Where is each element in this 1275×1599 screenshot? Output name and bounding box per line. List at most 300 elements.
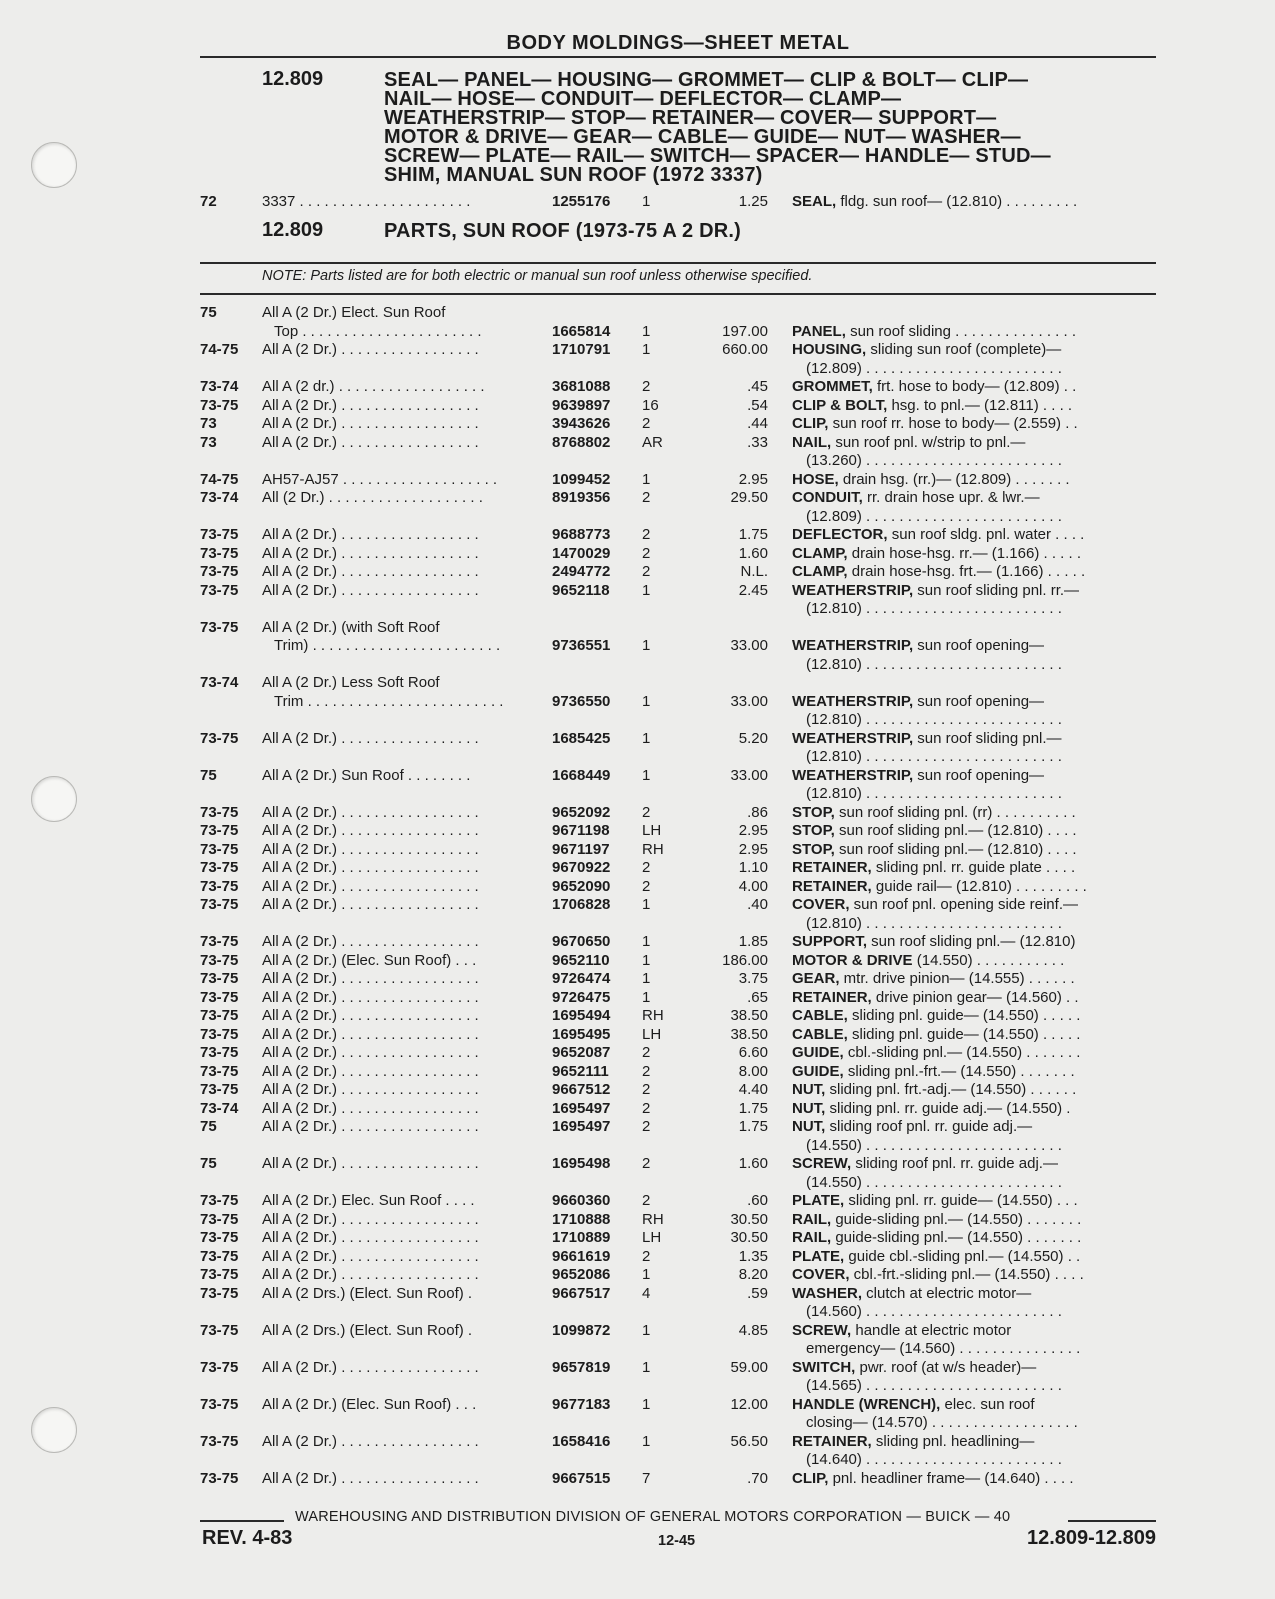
part-description: sun roof sliding pnl.— [913,729,1062,747]
part-name: COVER, [792,1266,850,1283]
part-number: 9688773 [552,526,611,543]
part-number: 9660360 [552,1192,611,1209]
description-cell [792,1211,1158,1230]
part-number: 1099872 [552,1321,611,1339]
description-cell [792,970,1158,989]
quantity: AR [642,433,663,451]
part-number: 9677183 [552,1395,611,1413]
part-name: SCREW, [792,1155,852,1172]
price: 33.00 [730,637,768,654]
part-description: sun roof opening— [913,637,1045,654]
model-line: All A (2 Dr.) (Elec. Sun Roof) . . . [262,1395,477,1413]
model-cell [262,1248,532,1267]
quantity: 1 [642,637,651,654]
part-description: sun roof sliding pnl. rr.— [913,581,1080,599]
description-line [792,563,1158,582]
model-year: 73-75 [200,840,239,858]
model-line: All A (2 Dr.) . . . . . . . . . . . . . . . . . [262,544,479,562]
description-cell [792,693,1158,730]
part-description: frt. hose to body— (12.809) . . [872,378,1077,395]
part-description: drain hose-hsg. frt.— (1.166) . . . . . [847,563,1086,580]
part-number: 9652110 [552,951,610,969]
binder-hole-bottom [31,1407,77,1453]
part-description: sliding sun roof (complete)— [866,341,1062,358]
description-line [792,1248,1158,1267]
model-line: All A (2 Dr.) . . . . . . . . . . . . . . . . . [262,970,479,987]
price: 2.95 [738,840,768,858]
part-description: fldg. sun roof— (12.810) . . . . . . . . . [836,193,1078,210]
part-number: 9652090 [552,877,611,895]
description-line [792,1007,1158,1026]
model-line: AH57-AJ57 . . . . . . . . . . . . . . . . . . . [262,470,498,488]
part-description: handle at electric motor [851,1321,1012,1339]
part-name: MOTOR & DRIVE [792,951,913,969]
model-cell [262,563,532,582]
model-line: All A (2 Dr.) . . . . . . . . . . . . . . . . . [262,1266,479,1283]
description-cell [792,1248,1158,1267]
price: .33 [747,433,768,451]
model-cell [262,582,532,601]
part-name: CABLE, [792,1025,848,1043]
description-cell [792,1470,1158,1489]
part-description: sliding pnl. frt.-adj.— (14.550) . . . . . . [825,1081,1077,1098]
model-line: All A (2 Dr.) . . . . . . . . . . . . . . . . . [262,1025,479,1043]
part-number: 9667517 [552,1284,611,1302]
description-cell [792,896,1158,933]
description-line: closing— (14.570) . . . . . . . . . . . . . . . . . . [806,1414,1078,1431]
part-description: sun roof opening— [913,692,1045,710]
description-cell [792,767,1158,804]
part-number: 1706828 [552,896,611,913]
model-year: 73-75 [200,563,239,580]
model-cell [262,674,532,711]
model-year: 73-75 [200,1395,239,1413]
description-cell [792,341,1158,378]
description-line [792,1211,1158,1230]
price: 6.60 [738,1044,768,1061]
part-description: guide cbl.-sliding pnl.— (14.550) . . [844,1247,1081,1265]
part-description: sun roof rr. hose to body— (2.559) . . [828,415,1078,432]
part-name: PLATE, [792,1192,845,1209]
parts-note: NOTE: Parts listed are for both electric or manual sun roof unless otherwise specified. [262,268,813,284]
quantity: 2 [642,1118,651,1135]
description-cell [792,804,1158,823]
description-line [792,1026,1158,1045]
part-name: WEATHERSTRIP, [792,581,914,599]
part-number: 9652118 [552,581,610,599]
part-description: clutch at electric motor— [862,1284,1032,1302]
model-cell [262,1211,532,1230]
part-number: 9667515 [552,1469,611,1487]
description-cell [792,933,1158,952]
description-line [792,637,1158,656]
part-number: 9736550 [552,692,611,710]
description-line [792,545,1158,564]
price: 1.25 [738,193,768,210]
model-year: 73-75 [200,1266,239,1283]
model-year: 73-75 [200,618,239,636]
price: 1.75 [738,1118,768,1135]
model-line: Trim . . . . . . . . . . . . . . . . . . . . . . . . [274,692,504,710]
footer-page-number: 12-45 [658,1533,696,1549]
description-line: (12.810) . . . . . . . . . . . . . . . . . . . . . . . . [806,600,1062,617]
price: .70 [747,1469,768,1487]
model-line: All (2 Dr.) . . . . . . . . . . . . . . . . . . . [262,489,483,506]
part-name: STOP, [792,803,835,821]
quantity: LH [642,1229,662,1246]
model-line: All A (2 Dr.) . . . . . . . . . . . . . . . . . [262,341,479,358]
part-name: HOUSING, [792,341,867,358]
part-number: 2494772 [552,563,611,580]
price: 4.00 [738,877,768,895]
part-number: 1665814 [552,322,611,340]
part-number: 1695495 [552,1025,611,1043]
description-line: (12.810) . . . . . . . . . . . . . . . . . . . . . . . . [806,748,1062,765]
description-cell [792,582,1158,619]
description-line [792,1229,1158,1248]
part-name: PANEL, [792,322,846,340]
part-number: 9652086 [552,1266,611,1283]
part-name: GUIDE, [792,1062,844,1080]
description-line [792,341,1158,360]
model-cell [262,545,532,564]
part-name: NUT, [792,1081,826,1098]
price: 29.50 [730,489,768,506]
model-year: 73-75 [200,933,239,950]
quantity: 1 [642,1358,651,1376]
quantity: 1 [642,1395,651,1413]
quantity: 1 [642,951,651,969]
price: 2.95 [738,470,768,488]
part-description: sun roof pnl. w/strip to pnl.— [831,433,1026,451]
model-year: 73-75 [200,988,239,1006]
subsection-number: 12.809 [262,219,324,241]
quantity: 7 [642,1469,651,1487]
quantity: 1 [642,581,651,599]
description-line [792,896,1158,915]
quantity: 1 [642,988,651,1006]
description-line [792,841,1158,860]
description-line [792,1155,1158,1174]
part-description: drain hose-hsg. rr.— (1.166) . . . . . [847,544,1081,562]
model-line: All A (2 Dr.) . . . . . . . . . . . . . . . . . [262,1099,479,1117]
price: 4.85 [738,1321,768,1339]
model-line: All A (2 Dr.) . . . . . . . . . . . . . . . . . [262,1044,479,1061]
description-cell [792,822,1158,841]
section-number: 12.809 [262,68,324,90]
description-line: (14.560) . . . . . . . . . . . . . . . . . . . . . . . . [806,1303,1062,1320]
part-description: sun roof sliding pnl.— (12.810) . . . . [834,822,1077,839]
part-name: STOP, [792,840,835,858]
model-cell [262,1322,532,1341]
description-line: (12.810) . . . . . . . . . . . . . . . . . . . . . . . . [806,711,1062,728]
model-year: 73-75 [200,1044,239,1061]
binder-hole-top [31,142,77,188]
part-number: 1658416 [552,1432,611,1450]
price: 660.00 [722,341,768,358]
model-year: 73-75 [200,1192,239,1209]
part-name: WASHER, [792,1284,863,1302]
part-description: sliding roof pnl. rr. guide adj.— [851,1155,1058,1172]
price: 1.85 [738,933,768,950]
price: 1.75 [738,526,768,543]
model-line: All A (2 Dr.) . . . . . . . . . . . . . . . . . [262,1210,479,1228]
model-cell [262,1044,532,1063]
part-name: GUIDE, [792,1044,844,1061]
quantity: 4 [642,1284,651,1302]
section-title-line: WEATHERSTRIP— STOP— RETAINER— COVER— SUPPORT— [384,107,997,129]
price: 2.95 [738,822,768,839]
model-cell [262,1266,532,1285]
part-number: 9670650 [552,933,611,950]
quantity: 2 [642,526,651,543]
binder-hole-middle [31,776,77,822]
model-year: 73-75 [200,951,239,969]
part-name: CLAMP, [792,544,848,562]
description-line [792,1100,1158,1119]
model-year: 73-75 [200,1062,239,1080]
section-title [384,71,1144,185]
model-line: All A (2 Dr.) . . . . . . . . . . . . . . . . . [262,1358,479,1376]
part-number: 1710791 [552,341,611,358]
description-line: (14.565) . . . . . . . . . . . . . . . . . . . . . . . . [806,1377,1062,1394]
quantity: 2 [642,415,651,432]
description-cell [792,878,1158,897]
description-line [792,933,1158,952]
description-cell [792,1155,1158,1192]
quantity: 1 [642,1266,651,1283]
model-cell [262,878,532,897]
description-cell [792,1118,1158,1155]
price: .60 [747,1192,768,1209]
description-cell [792,952,1158,971]
price: 1.60 [738,1155,768,1172]
model-cell [262,1396,532,1415]
section-title-line: SHIM, MANUAL SUN ROOF (1972 3337) [384,164,763,186]
price: 4.40 [738,1081,768,1098]
part-description: sliding pnl. headlining— [871,1432,1035,1450]
model-year: 73 [200,433,217,451]
price: 12.00 [730,1395,768,1413]
model-year: 73-75 [200,1007,239,1024]
model-line: All A (2 Dr.) . . . . . . . . . . . . . . . . . [262,729,479,747]
part-name: SUPPORT, [792,933,868,950]
description-line: (12.810) . . . . . . . . . . . . . . . . . . . . . . . . [806,914,1062,932]
model-year: 73-75 [200,1321,239,1339]
subsection-title: PARTS, SUN ROOF (1973-75 A 2 DR.) [384,220,742,242]
model-cell [262,619,532,656]
model-cell [262,952,532,971]
model-cell [262,1155,532,1174]
part-number: 9657819 [552,1358,611,1376]
description-cell [792,1026,1158,1045]
model-line: All A (2 Dr.) . . . . . . . . . . . . . . . . . [262,526,479,543]
price: 2.45 [738,581,768,599]
part-description: sun roof sliding . . . . . . . . . . . . . . . [845,322,1076,340]
quantity: RH [642,1007,664,1024]
model-line: All A (2 Dr.) . . . . . . . . . . . . . . . . . [262,877,479,895]
part-name: CONDUIT, [792,489,863,506]
model-year: 73-75 [200,1358,239,1376]
part-number: 9661619 [552,1247,611,1265]
model-cell [262,989,532,1008]
description-line [792,1063,1158,1082]
quantity: 1 [642,322,651,340]
model-year: 73-75 [200,1247,239,1265]
part-description: pnl. headliner frame— (14.640) . . . . [828,1469,1074,1487]
description-line [792,878,1158,897]
quantity: RH [642,840,664,858]
part-description: (14.550) . . . . . . . . . . . [912,951,1065,969]
description-cell [792,730,1158,767]
quantity: 1 [642,729,651,747]
part-number: 9652087 [552,1044,611,1061]
model-line: All A (2 Dr.) . . . . . . . . . . . . . . . . . [262,822,479,839]
description-line [792,1322,1158,1341]
description-cell [792,1100,1158,1119]
description-line [792,323,1158,342]
model-line: All A (2 Dr.) . . . . . . . . . . . . . . . . . [262,933,479,950]
price: 8.20 [738,1266,768,1283]
description-cell [792,563,1158,582]
description-cell [792,1359,1158,1396]
description-line: (14.550) . . . . . . . . . . . . . . . . . . . . . . . . [806,1136,1062,1154]
model-line: All A (2 Dr.) . . . . . . . . . . . . . . . . . [262,1062,479,1080]
description-line [792,730,1158,749]
description-cell [792,323,1158,342]
model-year: 73-75 [200,896,239,913]
model-year: 74-75 [200,341,239,358]
model-cell [262,1433,532,1452]
description-cell [792,397,1158,416]
description-line [792,415,1158,434]
price: 33.00 [730,766,768,784]
price: 8.00 [738,1062,768,1080]
model-year: 75 [200,304,217,321]
part-number: 9652111 [552,1062,609,1080]
part-name: HANDLE (WRENCH), [792,1395,941,1413]
quantity: 2 [642,1155,651,1172]
model-line: 3337 . . . . . . . . . . . . . . . . . . . . . [262,193,471,210]
quantity: 2 [642,803,651,821]
price: .40 [747,896,768,913]
description-line [792,434,1158,453]
model-line: All A (2 Dr.) . . . . . . . . . . . . . . . . . [262,803,479,821]
price: 5.20 [738,729,768,747]
description-line: (14.640) . . . . . . . . . . . . . . . . . . . . . . . . [806,1451,1062,1468]
model-line: All A (2 Dr.) . . . . . . . . . . . . . . . . . [262,1432,479,1450]
quantity: 2 [642,489,651,506]
description-line: (13.260) . . . . . . . . . . . . . . . . . . . . . . . . [806,452,1062,469]
footer-section-range: 12.809-12.809 [1026,1527,1156,1549]
description-cell [792,841,1158,860]
part-description: guide rail— (12.810) . . . . . . . . . [871,877,1087,895]
part-description: sliding pnl.-frt.— (14.550) . . . . . . . [843,1062,1075,1080]
model-line: All A (2 Drs.) (Elect. Sun Roof) . [262,1321,473,1339]
model-line: Top . . . . . . . . . . . . . . . . . . . . . . [274,322,482,340]
model-line: All A (2 Dr.) (Elec. Sun Roof) . . . [262,951,477,969]
part-description: rr. drain hose upr. & lwr.— [862,489,1040,506]
quantity: LH [642,822,662,839]
footer-rule-right [1068,1520,1156,1522]
description-line [792,193,1158,212]
section-title-line: MOTOR & DRIVE— GEAR— CABLE— GUIDE— NUT— WASHER— [384,126,1021,148]
model-cell [262,378,532,397]
part-name: CLAMP, [792,563,848,580]
price: 59.00 [730,1358,768,1376]
quantity: 2 [642,877,651,895]
part-number: 1710889 [552,1229,611,1246]
price: .59 [747,1284,768,1302]
quantity: 2 [642,544,651,562]
model-cell [262,1192,532,1211]
model-year: 73-75 [200,859,239,876]
part-name: GROMMET, [792,378,873,395]
description-line [792,397,1158,416]
part-number: 1695497 [552,1118,611,1135]
description-line: emergency— (14.560) . . . . . . . . . . . . . . . [806,1340,1081,1357]
part-name: SCREW, [792,1321,852,1339]
description-line [792,1044,1158,1063]
model-line: Trim) . . . . . . . . . . . . . . . . . . . . . . . [274,637,501,654]
part-number: 1695494 [552,1007,611,1024]
description-cell [792,378,1158,397]
model-year: 73-75 [200,1025,239,1043]
description-cell [792,1007,1158,1026]
part-name: CLIP, [792,1469,829,1487]
model-cell [262,1026,532,1045]
model-cell [262,1100,532,1119]
model-line: All A (2 Dr.) . . . . . . . . . . . . . . . . . [262,1247,479,1265]
description-line [792,970,1158,989]
description-line [792,526,1158,545]
model-line: All A (2 Dr.) Sun Roof . . . . . . . . [262,766,471,784]
model-cell [262,1229,532,1248]
description-cell [792,1063,1158,1082]
part-number: 9736551 [552,637,611,654]
part-description: sun roof pnl. opening side reinf.— [849,896,1078,913]
description-cell [792,1192,1158,1211]
part-number: 9667512 [552,1081,611,1098]
quantity: 1 [642,896,651,913]
description-line [792,1266,1158,1285]
model-line: All A (2 Dr.) . . . . . . . . . . . . . . . . . [262,581,479,599]
quantity: 1 [642,470,651,488]
part-number: 1695498 [552,1155,611,1172]
model-cell [262,397,532,416]
description-line: (12.809) . . . . . . . . . . . . . . . . . . . . . . . . [806,359,1062,377]
model-line: All A (2 Drs.) (Elect. Sun Roof) . [262,1284,473,1302]
description-line [792,582,1158,601]
description-line [792,952,1158,971]
part-number: 1099452 [552,470,611,488]
description-line [792,767,1158,786]
model-year: 73-75 [200,581,239,599]
note-rule-top [200,262,1156,264]
part-name: CLIP, [792,415,829,432]
price: 1.75 [738,1099,768,1117]
quantity: 1 [642,1321,651,1339]
model-line: All A (2 dr.) . . . . . . . . . . . . . . . . . . [262,378,485,395]
description-line: (12.810) . . . . . . . . . . . . . . . . . . . . . . . . [806,785,1062,802]
part-description: drain hsg. (rr.)— (12.809) . . . . . . . [838,470,1070,488]
part-description: sliding pnl. rr. guide— (14.550) . . . [844,1192,1078,1209]
model-line: All A (2 Dr.) . . . . . . . . . . . . . . . . . [262,1469,479,1487]
price: N.L. [740,563,768,580]
part-description: sun roof sliding pnl. (rr) . . . . . . . . . . [834,803,1076,821]
quantity: 2 [642,1192,651,1209]
part-description: sliding pnl. guide— (14.550) . . . . . [847,1025,1081,1043]
